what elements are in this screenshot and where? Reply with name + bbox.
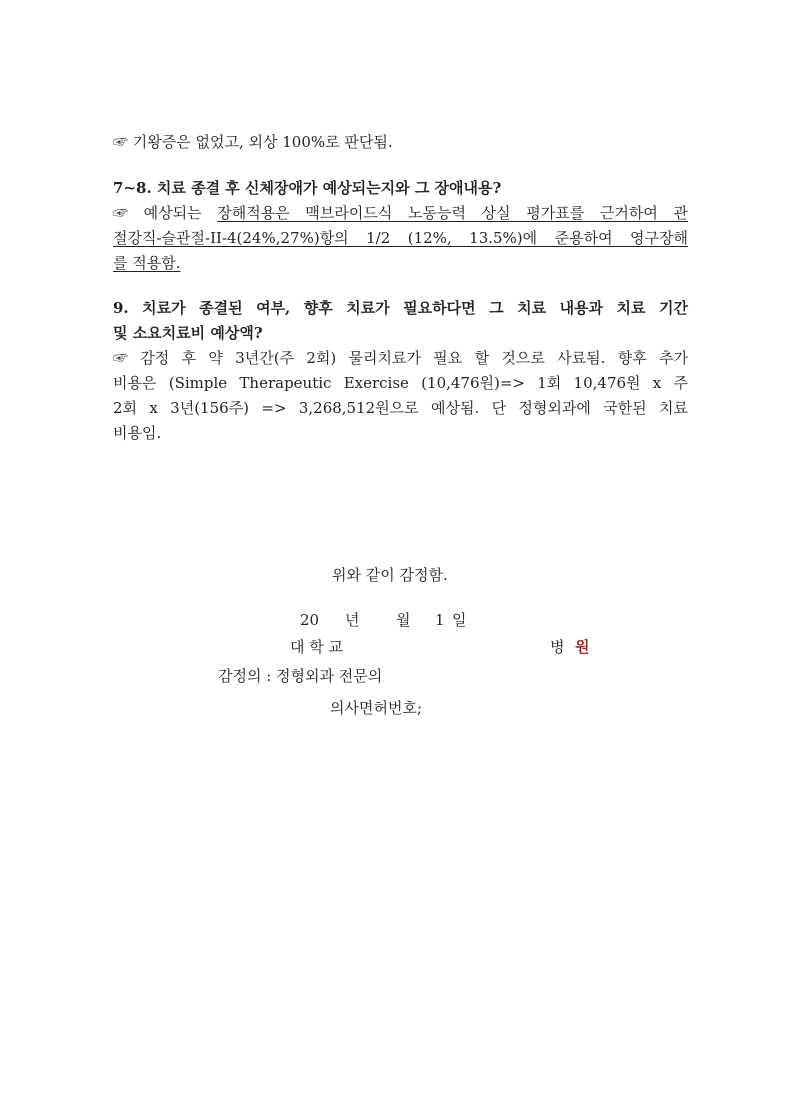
q9-answer-line-3: 2회 x 3년(156주) => 3,268,512원으로 예상됨. 단 정형외과에 국한된 치료: [113, 399, 688, 417]
q9-title-line-2: 및 소요치료비 예상액?: [113, 324, 263, 342]
university-name: 대 학 교: [290, 638, 344, 656]
date-day-unit: 일: [452, 611, 467, 629]
date-day: 1: [435, 611, 445, 629]
q9-answer-line-1: ☞ 감정 후 약 3년간(주 2회) 물리치료가 필요 할 것으로 사료됨. 향후 추가: [113, 349, 688, 367]
q78-answer-line-3: 를 적용함.: [113, 254, 181, 272]
date-month-unit: 월: [396, 611, 411, 629]
hospital-seal: 원: [575, 638, 590, 656]
q9-answer-line-2: 비용은 (Simple Therapeutic Exercise (10,476원)=> 1회 10,476원 x 주: [113, 374, 688, 392]
q9-answer-line-4: 비용임.: [113, 424, 162, 442]
date-year-unit: 년: [345, 611, 360, 629]
hospital-label: 병: [550, 638, 565, 656]
examiner-line: 감정의 : 정형외과 전문의: [218, 667, 383, 685]
appraisal-statement: 위와 같이 감정함.: [332, 566, 448, 584]
q78-answer-line-2: 절강직-슬관절-II-4(24%,27%)항의 1/2 (12%, 13.5%)에 준용하여 영구장해: [113, 229, 688, 247]
q78-answer-underlined: 장해적용은 맥브라이드식 노동능력 상실 평가표를 근거하여 관: [217, 204, 689, 222]
q78-answer-line-1: [113, 203, 688, 223]
q9-title-line-1: 9. 치료가 종결된 여부, 향후 치료가 필요하다면 그 치료 내용과 치료 기간: [113, 299, 688, 317]
license-number-line: 의사면허번호;: [330, 699, 422, 717]
q78-answer-prefix: ☞ 예상되는: [113, 204, 218, 222]
pre-existing-note: ☞ 기왕증은 없었고, 외상 100%로 판단됨.: [113, 133, 393, 151]
date-year: 20: [300, 611, 320, 629]
q78-title: 7~8. 치료 종결 후 신체장애가 예상되는지와 그 장애내용?: [113, 179, 502, 197]
